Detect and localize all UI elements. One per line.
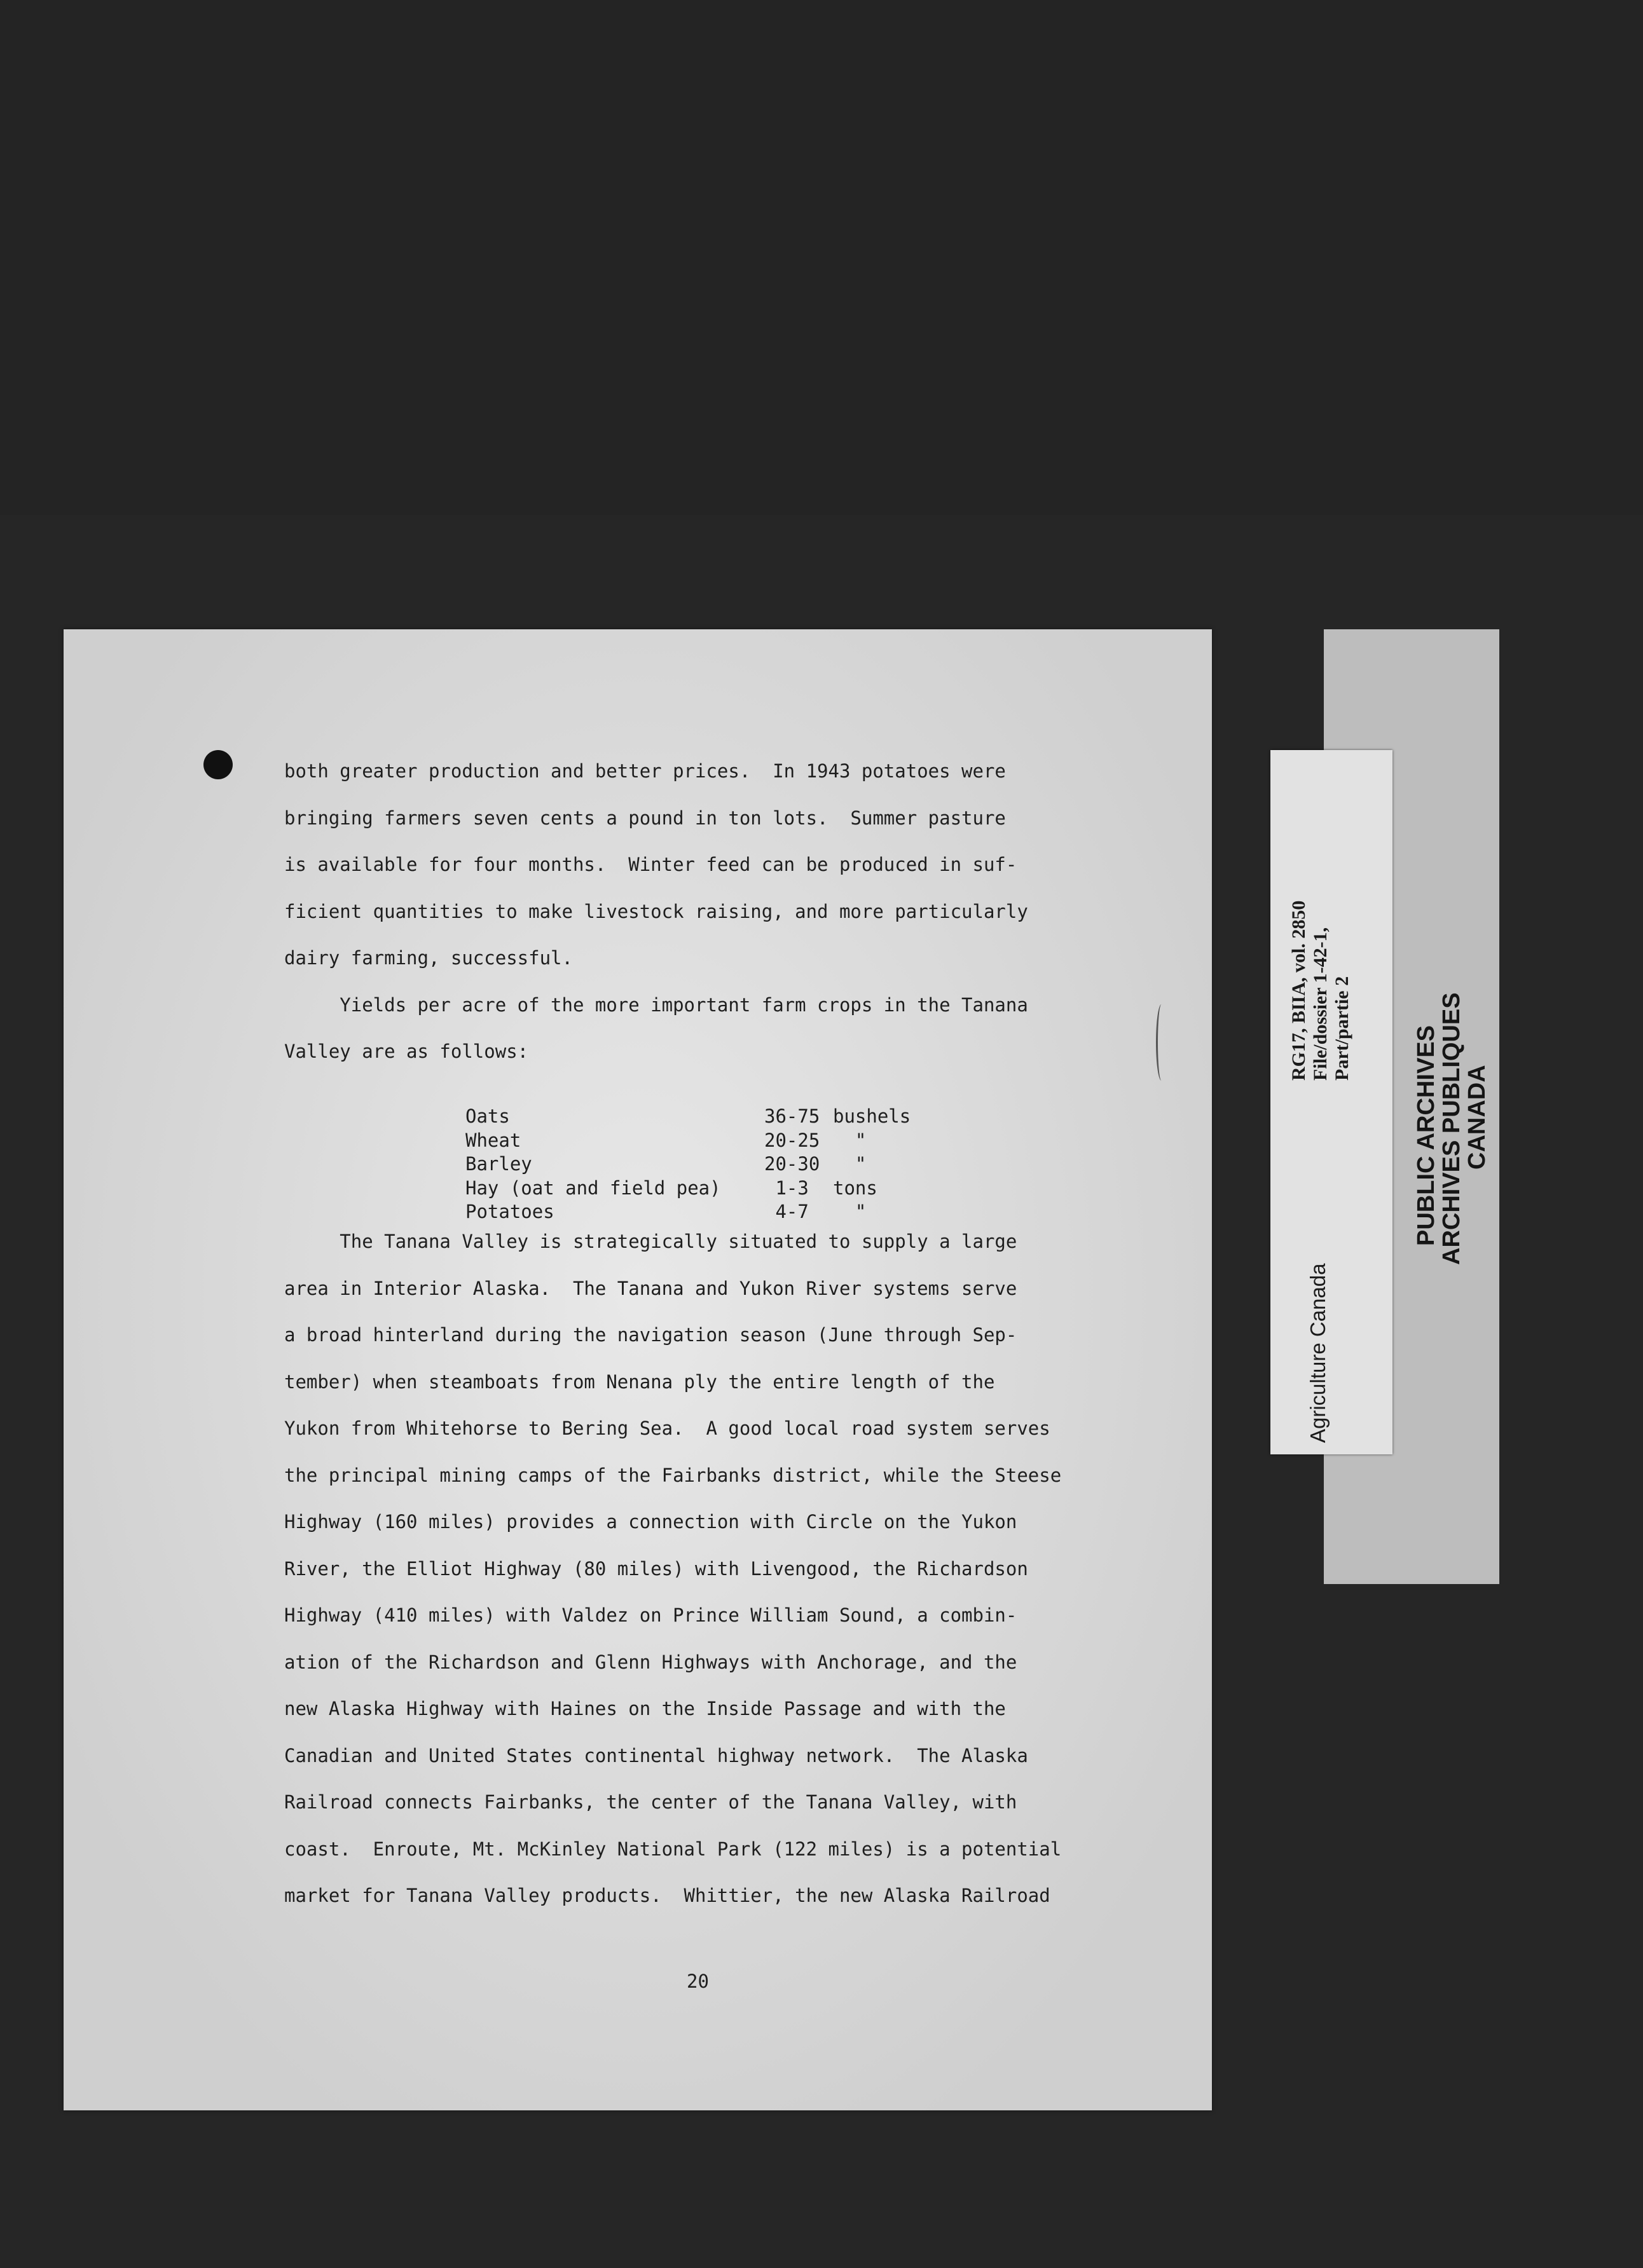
crop-yield: 1-3 [764,1177,809,1199]
archive-stamp-line: PUBLIC ARCHIVES [1413,1025,1440,1246]
text-line: tember) when steamboats from Nenana ply the entire length of the [284,1370,995,1393]
crop-unit: " [833,1129,867,1151]
crop-unit: " [833,1201,867,1222]
crop-yield: 4-7 [764,1201,809,1222]
text-line: Yukon from Whitehorse to Bering Sea. A good local road system serves [284,1418,1050,1439]
reference-line: File/dossier 1-42-1, [1310,927,1331,1081]
text-line: The Tanana Valley is strategically situated to supply a large [284,1231,1017,1252]
archive-reference-card [1270,750,1392,1454]
text-line: Canadian and United States continental highway network. The Alaska [284,1744,1028,1766]
text-line: River, the Elliot Highway (80 miles) with Livengood, the Richardson [284,1557,1028,1580]
text-line: Yields per acre of the more important farm crops in the Tanana [284,994,1028,1016]
crop-unit: tons [833,1177,877,1199]
text-line: Valley are as follows: [284,1041,529,1062]
crop-yield: 20-25 [764,1129,820,1151]
text-line: is available for four months. Winter feed can be produced in suf- [284,854,1017,875]
yield-row [465,1152,928,1177]
paragraph-3 [284,1230,1061,1931]
text-line: area in Interior Alaska. The Tanana and Yukon River systems serve [284,1277,1017,1299]
agency-name: Agriculture Canada [1306,1263,1330,1443]
crop-name: Barley [465,1153,532,1175]
text-line: both greater production and better prices. In 1943 potatoes were [284,760,1006,782]
text-line: ficient quantities to make livestock raising, and more particularly [284,900,1028,922]
text-line: market for Tanana Valley products. Whittier, the new Alaska Railroad [284,1885,1050,1906]
document-page [64,629,1212,2110]
crop-unit: bushels [833,1105,911,1127]
yield-row [465,1105,928,1129]
text-line: Railroad connects Fairbanks, the center of the Tanana Valley, with [284,1791,1017,1813]
text-line: new Alaska Highway with Haines on the Inside Passage and with the [284,1698,1006,1719]
crop-name: Wheat [465,1129,521,1151]
text-line: the principal mining camps of the Fairbanks district, while the Steese [284,1464,1062,1486]
archive-stamp-line: ARCHIVES PUBLIQUES [1438,992,1465,1265]
text-line: a broad hinterland during the navigation season (June through Sep- [284,1324,1017,1346]
yield-row [465,1129,928,1153]
yield-row [465,1177,928,1201]
crop-name: Potatoes [465,1201,554,1222]
archive-stamp-line: CANADA [1464,1065,1490,1170]
text-line: Highway (160 miles) provides a connection with Circle on the Yukon [284,1511,1017,1533]
reference-line: Part/partie 2 [1331,976,1352,1081]
page-number: 20 [687,1971,709,1992]
reference-line: RG17, BIIA, vol. 2850 [1288,900,1309,1081]
crop-name: Oats [465,1105,510,1127]
text-line: Highway (410 miles) with Valdez on Prince William Sound, a combin- [284,1604,1017,1626]
text-line: dairy farming, successful. [284,947,573,969]
text-line: ation of the Richardson and Glenn Highways with Anchorage, and the [284,1651,1017,1673]
yield-row [465,1200,928,1224]
punch-hole [203,750,233,779]
crop-unit: " [833,1153,867,1175]
text-line: bringing farmers seven cents a pound in ton lots. Summer pasture [284,807,1006,829]
scanner-background [0,0,1643,515]
paragraph-1 [284,760,1212,1087]
crop-name: Hay (oat and field pea) [465,1177,721,1199]
crop-yield: 36-75 [764,1105,820,1127]
text-line: coast. Enroute, Mt. McKinley National Park (122 miles) is a potential [284,1838,1062,1860]
yields-table [465,1105,928,1224]
crop-yield: 20-30 [764,1153,820,1175]
